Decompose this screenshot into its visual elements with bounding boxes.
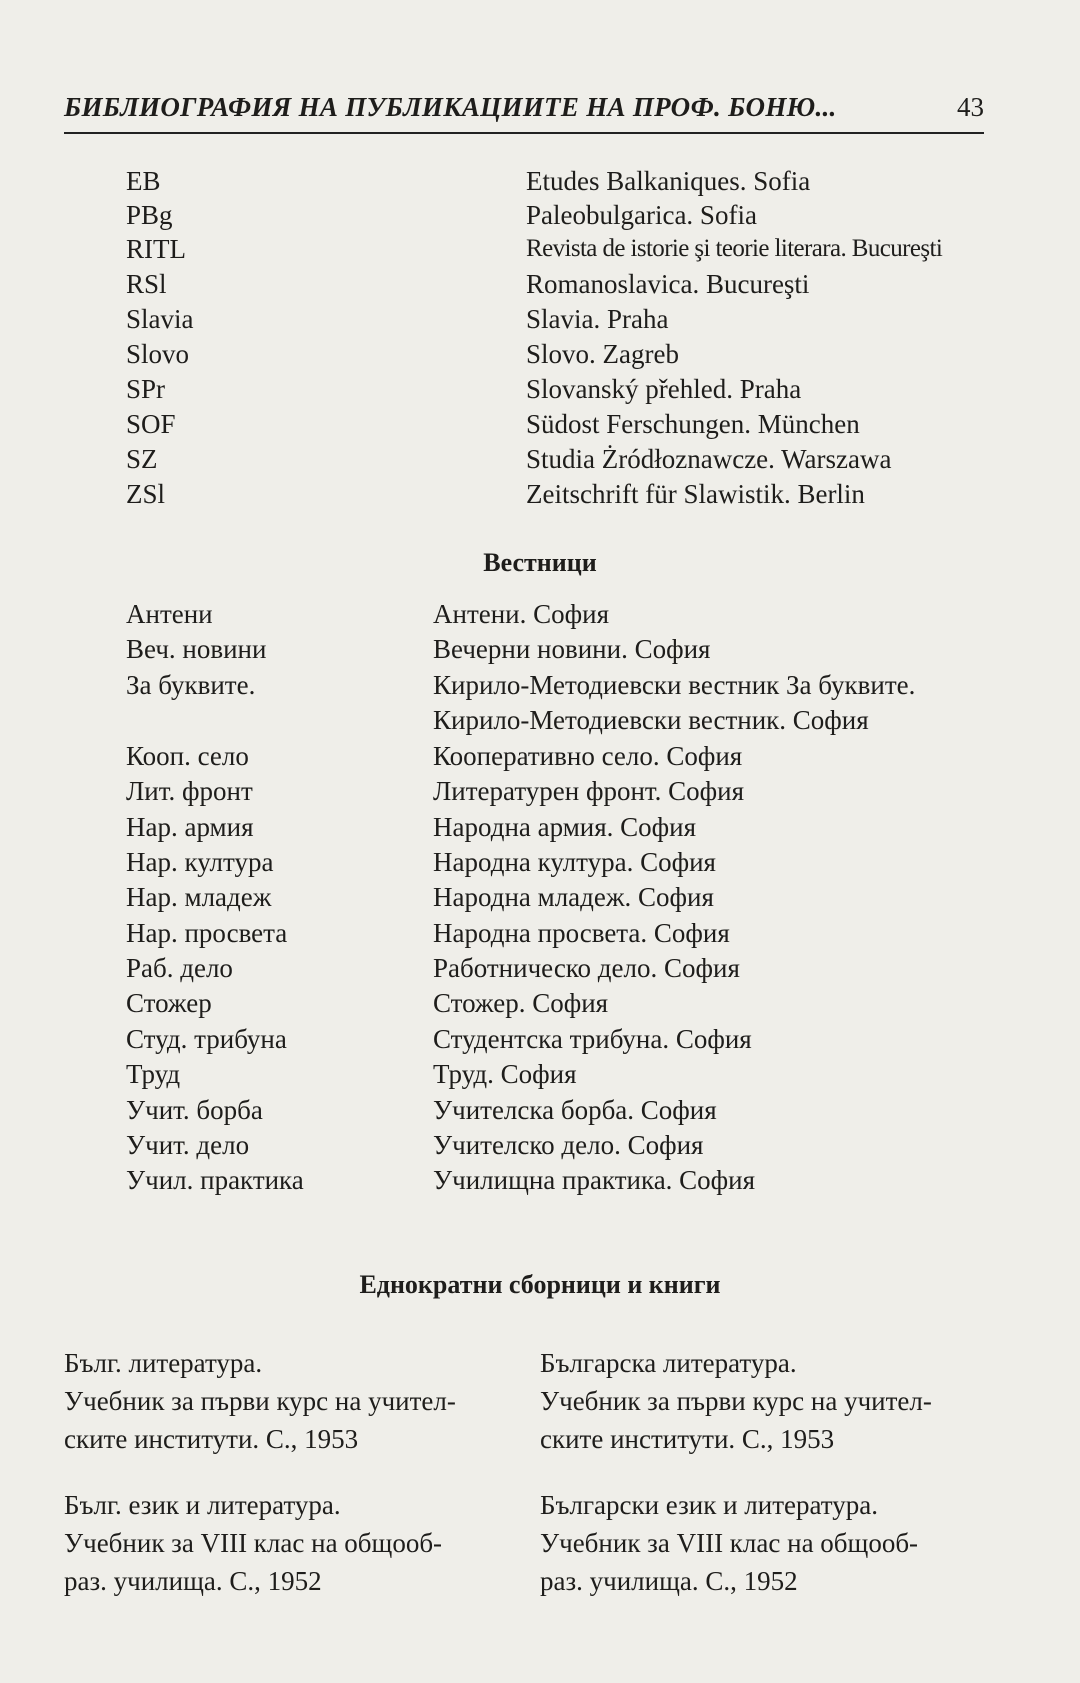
newspaper-full: Народна просвета. София — [433, 918, 730, 948]
book-abbr-line: раз. училища. С., 1952 — [64, 1566, 322, 1596]
journal-full: Revista de istorie şi teorie literara. Bucureşti — [526, 235, 943, 262]
book-abbr-entry — [64, 1486, 484, 1600]
newspaper-abbr: Учит. дело — [126, 1130, 250, 1160]
journal-abbr: SZ — [126, 444, 158, 474]
book-abbr-entry — [64, 1344, 484, 1458]
book-abbr-line: Учебник за първи курс на учител- — [64, 1386, 456, 1416]
journal-full: Slovo. Zagreb — [526, 339, 679, 369]
newspaper-full: Кирило-Методиевски вестник За буквите. — [433, 670, 916, 700]
newspaper-abbr: Студ. трибуна — [126, 1024, 287, 1054]
newspaper-full: Труд. София — [433, 1059, 577, 1089]
newspaper-full: Народна армия. София — [433, 812, 697, 842]
newspaper-full: Кирило-Методиевски вестник. София — [433, 705, 869, 735]
newspaper-full: Вечерни новини. София — [433, 634, 711, 664]
newspaper-abbr: Нар. просвета — [126, 918, 288, 948]
newspaper-full: Учителско дело. София — [433, 1130, 704, 1160]
newspaper-abbr: Учил. практика — [126, 1165, 304, 1195]
journal-full: Romanoslavica. Bucureşti — [526, 269, 810, 299]
newspaper-full: Антени. София — [433, 599, 610, 629]
book-full-line: Български език и литература. — [540, 1490, 878, 1520]
newspaper-full: Литературен фронт. София — [433, 776, 745, 806]
journal-full: Studia Żródłoznawcze. Warszawa — [526, 444, 892, 474]
newspaper-abbr: Веч. новини — [126, 634, 267, 664]
newspaper-full: Работническо дело. София — [433, 953, 740, 983]
journal-full: Zeitschrift für Slawistik. Berlin — [526, 479, 865, 509]
book-full-line: Българска литература. — [540, 1348, 797, 1378]
journal-full: Slavia. Praha — [526, 304, 669, 334]
journal-abbr: PBg — [126, 200, 173, 230]
newspaper-abbr: За буквите. — [126, 670, 256, 700]
journal-abbr: Slovo — [126, 339, 190, 369]
book-abbr-line: Бълг. литература. — [64, 1348, 263, 1378]
journal-abbr: RITL — [126, 234, 186, 264]
journal-abbr: RSl — [126, 269, 167, 299]
book-abbr-line: Бълг. език и литература. — [64, 1490, 341, 1520]
newspaper-abbr: Нар. младеж — [126, 882, 272, 912]
journal-full: Slovanský přehled. Praha — [526, 374, 802, 404]
newspaper-abbr: Нар. армия — [126, 812, 254, 842]
newspaper-full: Кооперативно село. София — [433, 741, 743, 771]
journal-abbr: ZSl — [126, 479, 166, 509]
newspaper-full: Студентска трибуна. София — [433, 1024, 752, 1054]
book-full-line: Учебник за първи курс на учител- — [540, 1386, 932, 1416]
newspaper-abbr: Учит. борба — [126, 1095, 263, 1125]
book-full-entry — [540, 1344, 960, 1458]
newspaper-abbr: Труд — [126, 1059, 181, 1089]
book-full-line: Учебник за VIII клас на общооб- — [540, 1528, 919, 1558]
newspaper-abbr: Лит. фронт — [126, 776, 253, 806]
newspaper-abbr: Раб. дело — [126, 953, 233, 983]
journal-abbr: EB — [126, 166, 161, 196]
page-number: 43 — [957, 92, 984, 122]
journal-abbr: SPr — [126, 374, 166, 404]
newspaper-full: Стожер. София — [433, 988, 609, 1018]
newspaper-full: Училищна практика. София — [433, 1165, 756, 1195]
newspaper-abbr: Стожер — [126, 988, 212, 1018]
newspaper-full: Народна култура. София — [433, 847, 716, 877]
journal-full: Südost Ferschungen. München — [526, 409, 860, 439]
running-header — [64, 92, 984, 134]
journal-full: Paleobulgarica. Sofia — [526, 200, 757, 230]
newspapers-heading: Вестници — [483, 548, 597, 577]
book-full-line: раз. училища. С., 1952 — [540, 1566, 798, 1596]
book-abbr-line: Учебник за VIII клас на общооб- — [64, 1528, 443, 1558]
newspaper-abbr: Антени — [126, 599, 213, 629]
newspaper-full: Учителска борба. София — [433, 1095, 717, 1125]
header-title: БИБЛИОГРАФИЯ НА ПУБЛИКАЦИИТЕ НА ПРОФ. БОНЮ... — [64, 92, 837, 122]
newspaper-full: Народна младеж. София — [433, 882, 714, 912]
book-abbr-line: ските институти. С., 1953 — [64, 1424, 359, 1454]
books-heading: Еднократни сборници и книги — [359, 1270, 721, 1299]
book-full-entry — [540, 1486, 960, 1600]
journal-full: Etudes Balkaniques. Sofia — [526, 166, 811, 196]
newspaper-abbr: Кооп. село — [126, 741, 249, 771]
journal-abbr: SOF — [126, 409, 176, 439]
newspaper-abbr: Нар. култура — [126, 847, 274, 877]
journal-abbr: Slavia — [126, 304, 194, 334]
book-full-line: ските институти. С., 1953 — [540, 1424, 835, 1454]
